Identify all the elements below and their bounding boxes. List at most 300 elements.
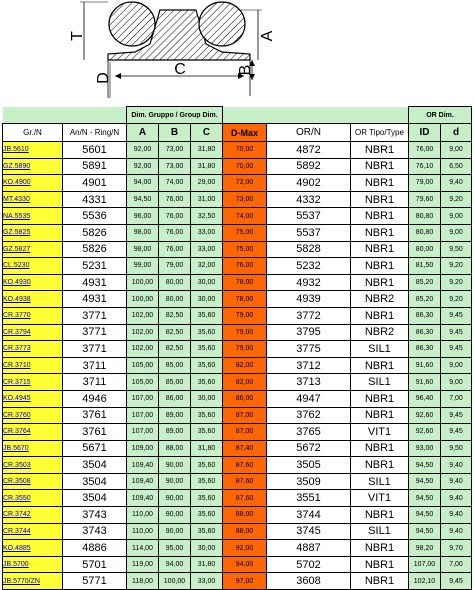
- or-number: 3775: [267, 341, 351, 358]
- dim-a: 107,00: [127, 390, 159, 407]
- or-id: 80,00: [409, 241, 441, 258]
- or-number: 5537: [267, 208, 351, 225]
- dim-c: 35,60: [191, 374, 223, 391]
- ring-number: 5826: [63, 241, 127, 258]
- group-number-link[interactable]: JB.5770/ZN: [3, 573, 63, 590]
- or-id: 85,20: [409, 274, 441, 291]
- ring-number: 5826: [63, 224, 127, 241]
- dim-dmax: 88,00: [223, 507, 267, 524]
- table-row: [3, 274, 472, 291]
- or-number: 3745: [267, 523, 351, 540]
- or-type: NBR1: [351, 407, 409, 424]
- or-number: 4872: [267, 142, 351, 159]
- dim-c: 32,00: [191, 258, 223, 275]
- group-number-link[interactable]: MT.4330: [3, 191, 63, 208]
- or-d: 9,40: [441, 490, 472, 507]
- ring-number: 5536: [63, 208, 127, 225]
- ring-number: 3504: [63, 473, 127, 490]
- dim-dmax: 92,00: [223, 540, 267, 557]
- or-d: 9,45: [441, 424, 472, 441]
- dim-a: 110,00: [127, 523, 159, 540]
- dim-b: 80,00: [159, 274, 191, 291]
- group-number-link[interactable]: GZ.5825: [3, 224, 63, 241]
- or-id: 92,60: [409, 424, 441, 441]
- table-row: [3, 374, 472, 391]
- group-number-link[interactable]: CR.3744: [3, 523, 63, 540]
- or-id: 86,30: [409, 341, 441, 358]
- or-number: 3772: [267, 307, 351, 324]
- or-type: SIL1: [351, 341, 409, 358]
- or-d: 9,00: [441, 357, 472, 374]
- dim-dmax: 87,00: [223, 424, 267, 441]
- table-row: [3, 490, 472, 507]
- or-d: 9,00: [441, 224, 472, 241]
- dim-a: 100,00: [127, 274, 159, 291]
- ring-number: 3711: [63, 374, 127, 391]
- dim-c: 35,60: [191, 523, 223, 540]
- or-d: 7,00: [441, 390, 472, 407]
- or-id: 92,60: [409, 407, 441, 424]
- dim-dmax: 79,00: [223, 307, 267, 324]
- table-row: [3, 473, 472, 490]
- or-d: 9,40: [441, 457, 472, 474]
- dim-a: 110,00: [127, 507, 159, 524]
- or-number: 3712: [267, 357, 351, 374]
- table-row: [3, 158, 472, 175]
- or-type: NBR1: [351, 224, 409, 241]
- or-id: 98,20: [409, 540, 441, 557]
- ring-number: 5701: [63, 556, 127, 573]
- dim-dmax: 88,00: [223, 523, 267, 540]
- ring-number: 3761: [63, 424, 127, 441]
- dim-a: 99,00: [127, 258, 159, 275]
- or-d: 6,50: [441, 158, 472, 175]
- table-row: [3, 175, 472, 192]
- or-id: 76,00: [409, 142, 441, 159]
- or-number: 5232: [267, 258, 351, 275]
- group-number-link[interactable]: CR.3773: [3, 341, 63, 358]
- group-number-link[interactable]: KO.4885: [3, 540, 63, 557]
- or-id: 107,00: [409, 556, 441, 573]
- group-number-link[interactable]: CR.3794: [3, 324, 63, 341]
- table-row: [3, 440, 472, 457]
- group-number-link[interactable]: JB.5700: [3, 556, 63, 573]
- dim-a: 92,00: [127, 142, 159, 159]
- group-number-link[interactable]: KO.4938: [3, 291, 63, 308]
- ring-number: 4331: [63, 191, 127, 208]
- dim-dmax: 82,00: [223, 357, 267, 374]
- ring-number: 5891: [63, 158, 127, 175]
- table-row: [3, 407, 472, 424]
- dim-label-t: T: [69, 31, 86, 41]
- table-row: [3, 324, 472, 341]
- dim-a: 102,00: [127, 324, 159, 341]
- table-row: [3, 523, 472, 540]
- dim-c: 35,60: [191, 424, 223, 441]
- or-id: 93,00: [409, 440, 441, 457]
- or-type: NBR1: [351, 556, 409, 573]
- or-d: 9,45: [441, 341, 472, 358]
- or-type: VIT1: [351, 424, 409, 441]
- or-id: 80,80: [409, 224, 441, 241]
- or-number: 4932: [267, 274, 351, 291]
- or-type: NBR2: [351, 291, 409, 308]
- or-d: 9,40: [441, 175, 472, 192]
- or-type: NBR2: [351, 324, 409, 341]
- or-type: SIL1: [351, 473, 409, 490]
- or-id: 94,50: [409, 507, 441, 524]
- or-d: 9,50: [441, 241, 472, 258]
- or-number: 4947: [267, 390, 351, 407]
- or-type: NBR1: [351, 307, 409, 324]
- or-type: NBR1: [351, 440, 409, 457]
- dim-dmax: 78,00: [223, 274, 267, 291]
- ring-number: 3771: [63, 307, 127, 324]
- or-d: 9,40: [441, 523, 472, 540]
- dim-b: 88,00: [159, 440, 191, 457]
- or-id: 94,50: [409, 490, 441, 507]
- or-type: NBR1: [351, 540, 409, 557]
- ring-number: 3504: [63, 457, 127, 474]
- dim-c: 31,80: [191, 440, 223, 457]
- or-type: NBR1: [351, 158, 409, 175]
- dim-c: 35,60: [191, 307, 223, 324]
- or-type: NBR1: [351, 390, 409, 407]
- dim-a: 109,00: [127, 440, 159, 457]
- dim-a: 102,00: [127, 307, 159, 324]
- dim-dmax: 78,00: [223, 291, 267, 308]
- col-header-dmax: D-Max: [223, 124, 267, 142]
- dim-b: 80,00: [159, 291, 191, 308]
- dim-a: 94,00: [127, 175, 159, 192]
- dim-dmax: 70,00: [223, 158, 267, 175]
- dim-label-a: A: [259, 30, 276, 42]
- or-d: 9,00: [441, 374, 472, 391]
- dim-a: 107,00: [127, 424, 159, 441]
- dim-c: 29,00: [191, 175, 223, 192]
- table-row: [3, 390, 472, 407]
- dim-c: 30,00: [191, 274, 223, 291]
- table-row: [3, 307, 472, 324]
- group-number-link[interactable]: KO.4900: [3, 175, 63, 192]
- or-id: 79,60: [409, 191, 441, 208]
- dim-c: 30,00: [191, 390, 223, 407]
- col-header-type: OR Tipo/Type: [351, 124, 409, 142]
- or-id: 96,40: [409, 390, 441, 407]
- or-type: NBR1: [351, 258, 409, 275]
- or-type: NBR1: [351, 357, 409, 374]
- or-d: 9,20: [441, 191, 472, 208]
- or-d: 9,40: [441, 473, 472, 490]
- dim-a: 105,00: [127, 357, 159, 374]
- dim-dmax: 72,00: [223, 175, 267, 192]
- table-row: [3, 191, 472, 208]
- ring-number: 3771: [63, 324, 127, 341]
- col-header-d: d: [441, 124, 472, 142]
- group-number-link[interactable]: NA.5535: [3, 208, 63, 225]
- seal-lip-right: [199, 2, 245, 46]
- dim-c: 35,60: [191, 473, 223, 490]
- dim-b: 73,00: [159, 158, 191, 175]
- ring-number: 5771: [63, 573, 127, 590]
- dim-b: 74,00: [159, 175, 191, 192]
- table-row: [3, 208, 472, 225]
- dim-dmax: 87,00: [223, 407, 267, 424]
- dim-b: 86,00: [159, 390, 191, 407]
- or-d: 9,45: [441, 324, 472, 341]
- ring-number: 3711: [63, 357, 127, 374]
- or-number: 3713: [267, 374, 351, 391]
- ring-number: 4931: [63, 291, 127, 308]
- seal-cross-section-diagram: [0, 0, 474, 106]
- dim-b: 89,00: [159, 407, 191, 424]
- or-d: 9,00: [441, 208, 472, 225]
- dim-a: 98,00: [127, 241, 159, 258]
- or-type: NBR1: [351, 274, 409, 291]
- ring-number: 5671: [63, 440, 127, 457]
- group-number-link[interactable]: CR.3508: [3, 473, 63, 490]
- dim-a: 119,00: [127, 556, 159, 573]
- dim-dmax: 70,00: [223, 142, 267, 159]
- dim-dmax: 97,00: [223, 573, 267, 590]
- dim-c: 31,80: [191, 158, 223, 175]
- dim-b: 76,00: [159, 208, 191, 225]
- dim-a: 92,00: [127, 158, 159, 175]
- dim-b: 76,00: [159, 191, 191, 208]
- dim-c: 35,60: [191, 457, 223, 474]
- or-d: 9,45: [441, 307, 472, 324]
- dim-a: 94,50: [127, 191, 159, 208]
- ring-number: 3761: [63, 407, 127, 424]
- dim-a: 107,00: [127, 407, 159, 424]
- or-id: 91,60: [409, 357, 441, 374]
- group-number-link[interactable]: CR.3742: [3, 507, 63, 524]
- table-row: [3, 540, 472, 557]
- dim-b: 94,00: [159, 556, 191, 573]
- or-type: NBR1: [351, 457, 409, 474]
- dim-b: 82,50: [159, 324, 191, 341]
- or-number: 3608: [267, 573, 351, 590]
- group-dim-header: Dim. Gruppo / Group Dim.: [127, 107, 223, 124]
- table-row: [3, 507, 472, 524]
- table-row: [3, 258, 472, 275]
- dim-b: 85,00: [159, 374, 191, 391]
- ring-number: 3743: [63, 507, 127, 524]
- table-row: [3, 357, 472, 374]
- or-number: 4939: [267, 291, 351, 308]
- dim-c: 30,00: [191, 540, 223, 557]
- dim-label-d: D: [95, 72, 112, 84]
- or-type: VIT1: [351, 490, 409, 507]
- dim-c: 32,50: [191, 208, 223, 225]
- or-type: SIL1: [351, 374, 409, 391]
- dim-a: 102,00: [127, 341, 159, 358]
- ring-number: 4946: [63, 390, 127, 407]
- or-id: 94,50: [409, 473, 441, 490]
- col-header-b: B: [159, 124, 191, 142]
- dim-a: 109,40: [127, 490, 159, 507]
- dim-c: 33,00: [191, 573, 223, 590]
- dim-b: 90,00: [159, 523, 191, 540]
- table-row: [3, 341, 472, 358]
- or-d: 9,45: [441, 407, 472, 424]
- or-d: 9,20: [441, 291, 472, 308]
- dim-a: 98,00: [127, 224, 159, 241]
- dim-dmax: 73,00: [223, 191, 267, 208]
- group-number-link[interactable]: JB.5670: [3, 440, 63, 457]
- dim-a: 118,00: [127, 573, 159, 590]
- group-number-link[interactable]: CL.5230: [3, 258, 63, 275]
- dim-b: 90,00: [159, 507, 191, 524]
- dim-dmax: 94,00: [223, 556, 267, 573]
- col-header-id: ID: [409, 124, 441, 142]
- or-d: 9,70: [441, 540, 472, 557]
- or-number: 3744: [267, 507, 351, 524]
- or-id: 94,50: [409, 523, 441, 540]
- or-type: NBR1: [351, 208, 409, 225]
- ring-number: 5601: [63, 142, 127, 159]
- dim-b: 85,00: [159, 357, 191, 374]
- dim-a: 100,00: [127, 291, 159, 308]
- dim-c: 30,00: [191, 291, 223, 308]
- dim-a: 96,00: [127, 208, 159, 225]
- or-type: SIL1: [351, 523, 409, 540]
- dim-dmax: 76,00: [223, 258, 267, 275]
- dim-c: 35,60: [191, 507, 223, 524]
- table-row: [3, 424, 472, 441]
- group-number-link[interactable]: KO.4945: [3, 390, 63, 407]
- group-number-link[interactable]: CR.3710: [3, 357, 63, 374]
- or-number: 5892: [267, 158, 351, 175]
- dim-a: 105,00: [127, 374, 159, 391]
- or-type: NBR1: [351, 191, 409, 208]
- group-number-link[interactable]: GZ.5890: [3, 158, 63, 175]
- dim-b: 79,00: [159, 258, 191, 275]
- group-number-link[interactable]: CR.3503: [3, 457, 63, 474]
- or-id: 76,10: [409, 158, 441, 175]
- dim-b: 95,00: [159, 540, 191, 557]
- dim-b: 73,00: [159, 142, 191, 159]
- dim-label-b: B: [237, 64, 254, 76]
- or-id: 86,30: [409, 307, 441, 324]
- dim-c: 35,60: [191, 341, 223, 358]
- dim-a: 109,40: [127, 473, 159, 490]
- or-number: 5672: [267, 440, 351, 457]
- ring-number: 3743: [63, 523, 127, 540]
- or-number: 3765: [267, 424, 351, 441]
- dim-a: 109,40: [127, 457, 159, 474]
- table-row: [3, 573, 472, 590]
- or-d: 9,45: [441, 573, 472, 590]
- dim-b: 90,00: [159, 457, 191, 474]
- dim-b: 76,00: [159, 224, 191, 241]
- or-id: 85,20: [409, 291, 441, 308]
- dim-dmax: 79,00: [223, 341, 267, 358]
- dim-dmax: 75,00: [223, 224, 267, 241]
- or-d: 9,50: [441, 440, 472, 457]
- or-id: 80,80: [409, 208, 441, 225]
- dim-dmax: 74,00: [223, 208, 267, 225]
- dim-b: 90,00: [159, 473, 191, 490]
- or-number: 4332: [267, 191, 351, 208]
- dim-b: 90,00: [159, 490, 191, 507]
- or-number: 5537: [267, 224, 351, 241]
- or-number: 5702: [267, 556, 351, 573]
- group-number-link[interactable]: GZ.5827: [3, 241, 63, 258]
- dim-b: 100,00: [159, 573, 191, 590]
- dim-c: 31,00: [191, 191, 223, 208]
- table-row: [3, 142, 472, 159]
- dim-c: 31,80: [191, 556, 223, 573]
- group-number-link[interactable]: CR.3770: [3, 307, 63, 324]
- dim-dmax: 82,00: [223, 374, 267, 391]
- or-d: 9,20: [441, 258, 472, 275]
- or-type: NBR1: [351, 241, 409, 258]
- group-number-link[interactable]: JB.5610: [3, 142, 63, 159]
- col-header-ring: An/N - Ring/N: [63, 124, 127, 142]
- table-row: [3, 241, 472, 258]
- group-number-link[interactable]: CR.3764: [3, 424, 63, 441]
- col-header-a: A: [127, 124, 159, 142]
- col-header-c: C: [191, 124, 223, 142]
- or-id: 79,00: [409, 175, 441, 192]
- or-id: 94,50: [409, 457, 441, 474]
- dim-dmax: 87,60: [223, 490, 267, 507]
- group-number-link[interactable]: CR.3715: [3, 374, 63, 391]
- dim-c: 35,60: [191, 490, 223, 507]
- col-header-gr: Gr./N: [3, 124, 63, 142]
- or-number: 3795: [267, 324, 351, 341]
- ring-number: 3771: [63, 341, 127, 358]
- or-id: 81,50: [409, 258, 441, 275]
- table-row: [3, 556, 472, 573]
- or-type: NBR1: [351, 507, 409, 524]
- or-type: NBR1: [351, 573, 409, 590]
- ring-number: 4931: [63, 274, 127, 291]
- or-d: 9,00: [441, 142, 472, 159]
- or-id: 86,30: [409, 324, 441, 341]
- seal-spec-table: [2, 106, 472, 590]
- dim-dmax: 87,60: [223, 457, 267, 474]
- dim-b: 89,00: [159, 424, 191, 441]
- dim-c: 35,60: [191, 357, 223, 374]
- dim-dmax: 75,00: [223, 241, 267, 258]
- or-number: 3762: [267, 407, 351, 424]
- group-number-link[interactable]: CR.3760: [3, 407, 63, 424]
- dim-dmax: 87,40: [223, 440, 267, 457]
- dim-dmax: 86,00: [223, 390, 267, 407]
- or-number: 3551: [267, 490, 351, 507]
- group-number-link[interactable]: KO.4930: [3, 274, 63, 291]
- dim-b: 82,50: [159, 341, 191, 358]
- or-id: 91,60: [409, 374, 441, 391]
- or-dim-header: OR Dim.: [409, 107, 472, 124]
- or-number: 5828: [267, 241, 351, 258]
- or-number: 3509: [267, 473, 351, 490]
- dim-a: 114,00: [127, 540, 159, 557]
- or-type: NBR1: [351, 142, 409, 159]
- table-row: [3, 224, 472, 241]
- or-d: 9,20: [441, 274, 472, 291]
- table-row: [3, 457, 472, 474]
- dim-dmax: 87,60: [223, 473, 267, 490]
- seal-lip-left: [109, 2, 155, 46]
- dim-c: 33,00: [191, 241, 223, 258]
- group-number-link[interactable]: CR.3550: [3, 490, 63, 507]
- ring-number: 3504: [63, 490, 127, 507]
- ring-number: 4901: [63, 175, 127, 192]
- dim-c: 31,80: [191, 142, 223, 159]
